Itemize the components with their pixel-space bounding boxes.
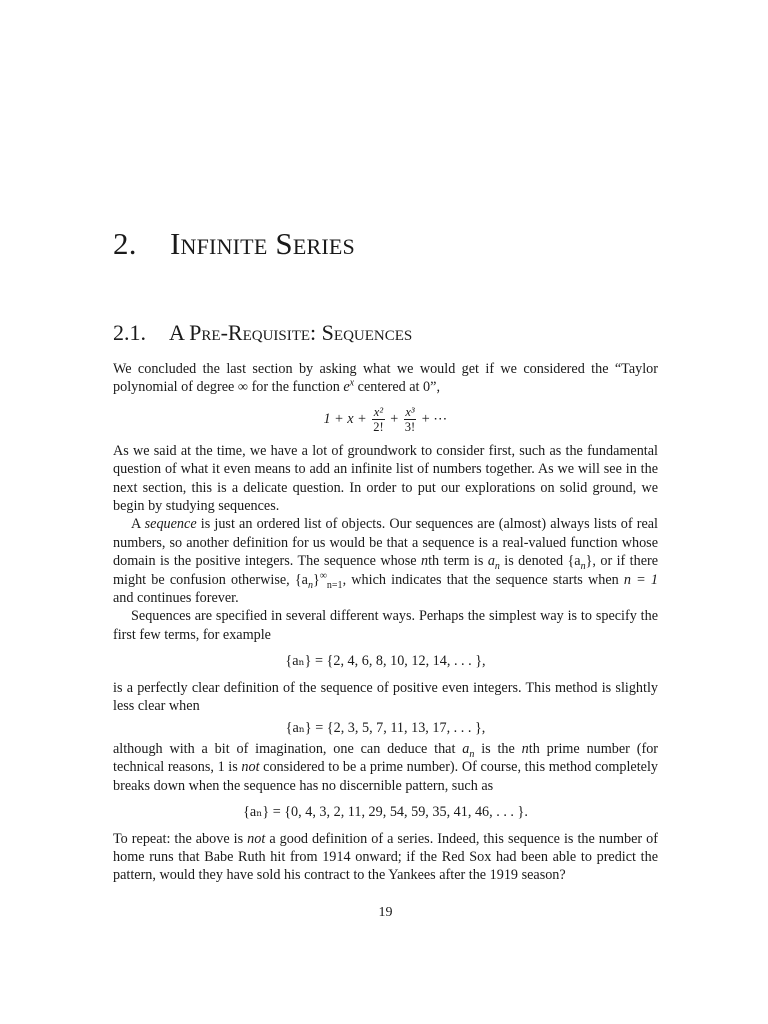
chapter-heading [113, 226, 355, 262]
chapter-title: Infinite Series [170, 226, 355, 261]
section-title: A Pre-Requisite: Sequences [169, 320, 413, 345]
paragraph-even-integers: is a perfectly clear definition of the sequence of positive even integers. This method is slightly less clear when [113, 679, 658, 715]
paragraph-groundwork: As we said at the time, we have a lot of groundwork to consider first, such as the fundamental question of what it even means to add an infinite list of numbers together. As we will see in the next section, this is a delicate question. In order to put our explorations on solid ground, we begin by studying sequences. [113, 442, 658, 515]
paragraph-intro: We concluded the last section by asking what we would get if we considered the “Taylor polynomial of degree ∞ for the function $e^x$ centered at 0”, [113, 361, 658, 396]
fraction-x3-over-3: $\frac{\text{x³}}{3!}$ [404, 404, 416, 434]
paragraph-primes: although with a bit of imagination, one can deduce that $a_n$ is the nth prime number (for technical reasons, 1 is not considered to be a prime number). Of course, this method completely breaks down when the sequence has no discernible pattern, such as [113, 740, 659, 794]
body-text [113, 360, 658, 885]
fraction-x2-over-2: $\frac{\text{x²}}{2!}$ [373, 404, 384, 434]
paragraph-specification: Sequences are specified in several different ways. Perhaps the simplest way is to specify the first few terms, for example [113, 608, 658, 643]
equation-taylor-series: 1 + x + $\frac{\text{x²}}{2!}$ + $\frac{\text{x³}}{3!}$ + ⋯ [323, 404, 448, 434]
chapter-number: 2. [113, 226, 137, 261]
page-number: 19 [378, 905, 393, 920]
equation-even-integers: {aₙ} = {2, 4, 6, 8, 10, 12, 14, . . . }, [285, 653, 486, 670]
equation-home-runs: {aₙ} = {0, 4, 3, 2, 11, 29, 54, 59, 35, 41, 46, . . . }. [243, 804, 528, 821]
paragraph-babe-ruth: To repeat: the above is not a good definition of a series. Indeed, this sequence is the number of home runs that Babe Ruth hit from 1914 onward; if the Red Sox had been able to predict the pattern, would they have sold his contract to the Yankees after the 1919 season? [113, 830, 658, 884]
equation-primes: {aₙ} = {2, 3, 5, 7, 11, 13, 17, . . . }, [285, 719, 486, 736]
paragraph-sequence-definition: A sequence is just an ordered list of objects. Our sequences are (almost) always lists of real numbers, so another definition for us would be that a sequence is a real-valued function whose domain is the positive integers. The sequence whose nth term is $a_n$ is denoted $\{a_n\}$, or if there might be confusion otherwise, $\{a_n\}^\infty_{n=1}$, which indicates that the sequence starts when n = 1 and continues forever. [113, 516, 659, 607]
section-heading [113, 320, 412, 346]
section-number: 2.1. [113, 320, 146, 345]
term-sequence: sequence [144, 516, 197, 533]
